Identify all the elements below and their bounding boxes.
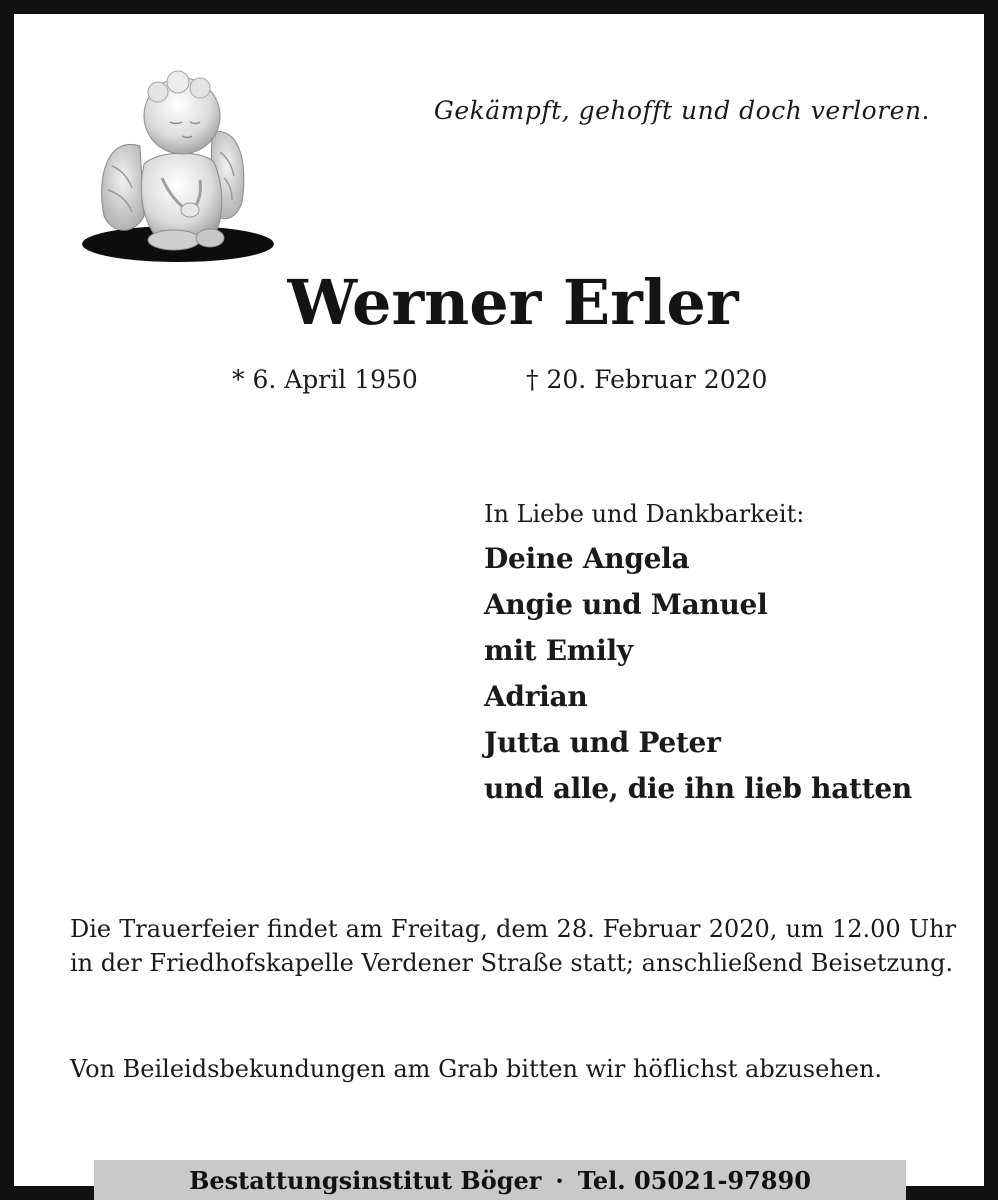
deceased-name: Werner Erler [287,266,739,339]
mourner-name: und alle, die ihn lieb hatten [484,772,912,805]
mourners-intro: In Liebe und Dankbarkeit: [484,500,805,528]
funeral-home-name: Bestattungsinstitut Böger [189,1165,542,1195]
mourner-name: Deine Angela [484,542,690,575]
footer-separator: · [555,1165,564,1195]
birth-date: * 6. April 1950 [232,365,418,394]
mourners-names [484,536,912,812]
mourners-block [484,500,912,812]
death-date: † 20. Februar 2020 [526,365,768,394]
praying-angel-figurine-icon [78,66,278,270]
mourner-name: Jutta und Peter [484,726,721,759]
funeral-home-footer [94,1160,906,1200]
mourner-name: mit Emily [484,634,633,667]
funeral-home-phone: Tel. 05021-97890 [577,1165,811,1195]
mourner-name: Adrian [484,680,588,713]
condolence-request-paragraph: Von Beileidsbekundungen am Grab bitten wir höflichst abzusehen. [70,1055,883,1083]
mourner-name: Angie und Manuel [484,588,768,621]
motto: Gekämpft, gehofft und doch verloren. [433,96,930,125]
funeral-service-paragraph: Die Trauerfeier findet am Freitag, dem 28. Februar 2020, um 12.00 Uhr in der Friedhofskapelle Verdener Straße statt; anschließend Beisetzung. [70,915,956,977]
